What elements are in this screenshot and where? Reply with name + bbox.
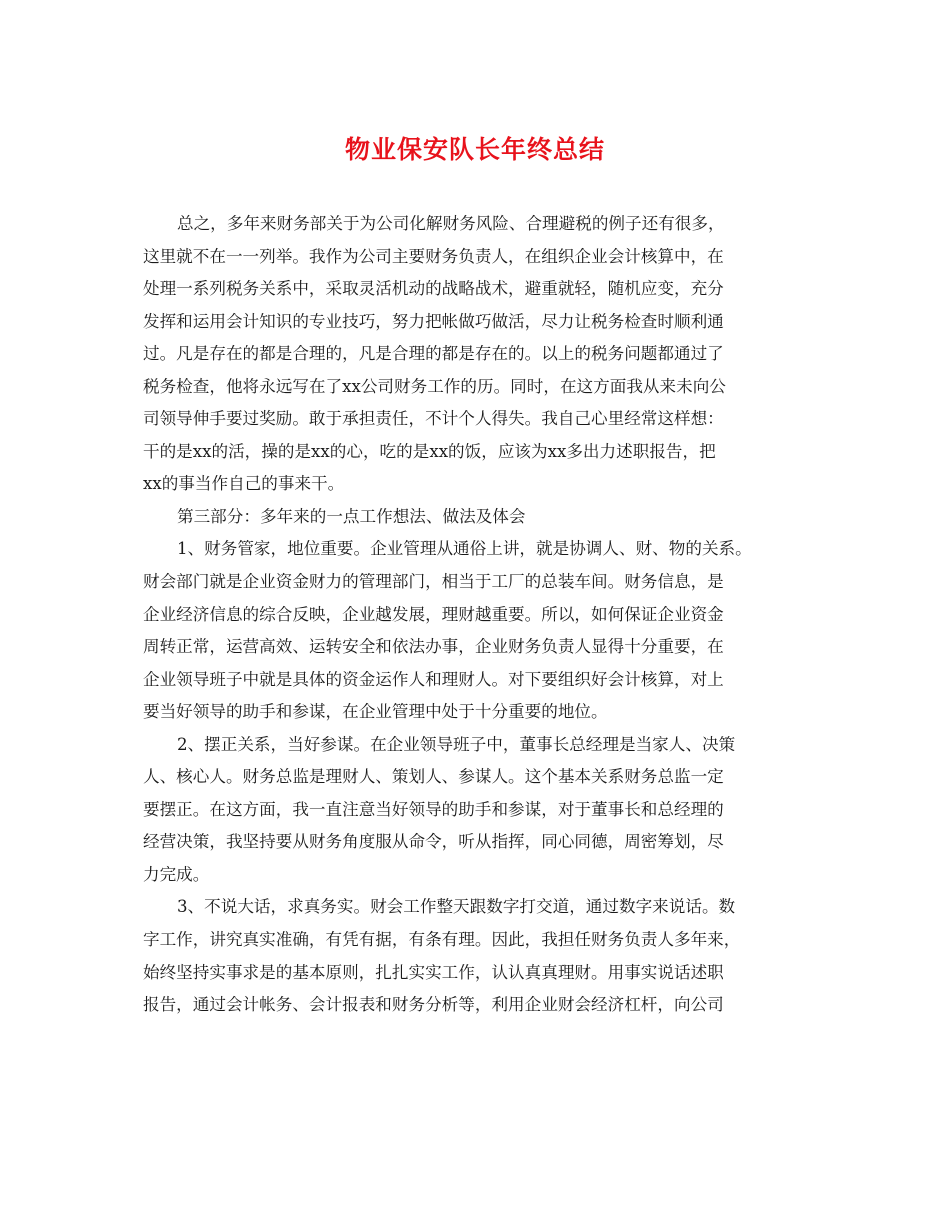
paragraph-line: xx的事当作自己的事来干。 — [143, 474, 345, 494]
paragraph-first-line: 3、不说大话，求真务实。财会工作整天跟数字打交道，通过数字来说话。数 — [177, 897, 736, 917]
paragraph-first-line: 2、摆正关系，当好参谋。在企业领导班子中，董事长总经理是当家人、决策 — [177, 734, 736, 754]
paragraph-line: 企业领导班子中就是具体的资金运作人和理财人。对下要组织好会计核算，对上 — [143, 669, 724, 689]
paragraph-line: 力完成。 — [143, 864, 210, 884]
paragraph-line: 始终坚持实事求是的基本原则，扎扎实实工作，认认真真理财。用事实说话述职 — [143, 962, 724, 982]
paragraph-line: 要摆正。在这方面，我一直注意当好领导的助手和参谋，对于董事长和总经理的 — [143, 799, 724, 819]
document-body — [143, 208, 808, 1022]
paragraph-line: 企业经济信息的综合反映，企业越发展，理财越重要。所以，如何保证企业资金 — [143, 604, 724, 624]
paragraph-line: 这里就不在一一列举。我作为公司主要财务负责人，在组织企业会计核算中，在 — [143, 246, 724, 266]
paragraph-line: 发挥和运用会计知识的专业技巧，努力把帐做巧做活，尽力让税务检查时顺利通 — [143, 311, 724, 331]
paragraph-line: 财会部门就是企业资金财力的管理部门，相当于工厂的总装车间。财务信息，是 — [143, 572, 724, 592]
paragraph-line: 过。凡是存在的都是合理的，凡是合理的都是存在的。以上的税务问题都通过了 — [143, 344, 724, 364]
paragraph-line: 周转正常，运营高效、运转安全和依法办事，企业财务负责人显得十分重要，在 — [143, 637, 724, 657]
document-title: 物业保安队长年终总结 — [344, 135, 605, 164]
paragraph-line: 司领导伸手要过奖励。敢于承担责任，不计个人得失。我自己心里经常这样想： — [143, 409, 724, 429]
paragraph-first-line: 1、财务管家，地位重要。企业管理从通俗上讲，就是协调人、财、物的关系。 — [177, 539, 752, 559]
paragraph-line: 字工作，讲究真实准确，有凭有据，有条有理。因此，我担任财务负责人多年来， — [143, 930, 741, 950]
paragraph-line: 人、核心人。财务总监是理财人、策划人、参谋人。这个基本关系财务总监一定 — [143, 767, 724, 787]
paragraph-first-line: 总之，多年来财务部关于为公司化解财务风险、合理避税的例子还有很多， — [177, 214, 725, 233]
paragraph-line: 处理一系列税务关系中，采取灵活机动的战略战术，避重就轻，随机应变，充分 — [143, 279, 724, 299]
paragraph-line: 干的是xx的活，操的是xx的心，吃的是xx的饭，应该为xx多出力述职报告，把 — [143, 441, 716, 461]
paragraph-line: 要当好领导的助手和参谋，在企业管理中处于十分重要的地位。 — [143, 702, 608, 722]
paragraph-line: 报告，通过会计帐务、会计报表和财务分析等，利用企业财会经济杠杆，向公司 — [143, 995, 724, 1015]
paragraph-first-line: 第三部分：多年来的一点工作想法、做法及体会 — [177, 506, 526, 526]
paragraph-line: 税务检查，他将永远写在了xx公司财务工作的历。同时，在这方面我从来未向公 — [143, 376, 726, 396]
paragraph-line: 经营决策，我坚持要从财务角度服从命令，听从指挥，同心同德，周密筹划，尽 — [143, 832, 724, 852]
